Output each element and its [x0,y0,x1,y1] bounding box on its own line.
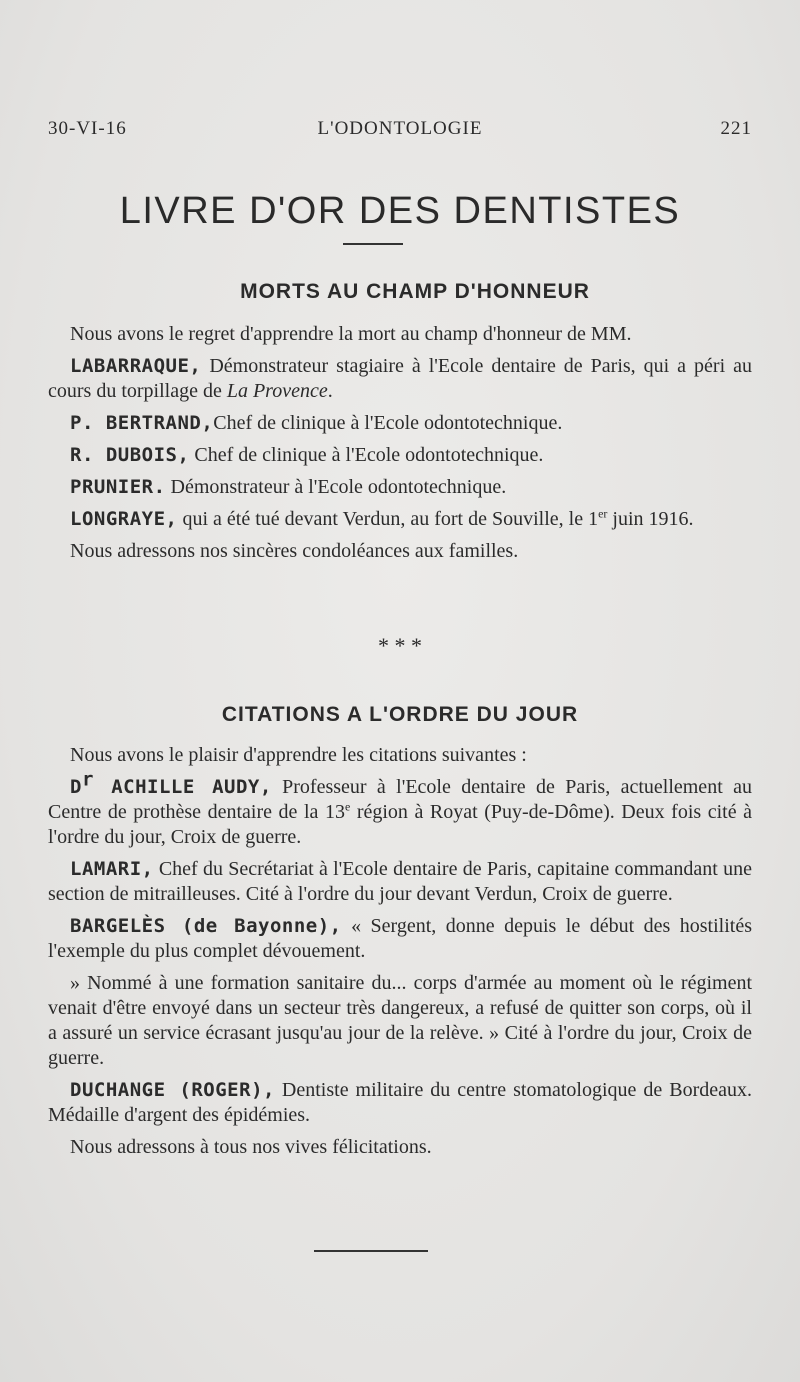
running-head [48,118,752,144]
entry-name: BARGELÈS (de Bayonne), [70,915,342,937]
section1-entry [48,475,752,500]
section1-heading: MORTS AU CHAMP D'HONNEUR [240,280,590,303]
section2-entry [48,1078,752,1128]
section2-closing: Nous adressons à tous nos vives félicitations. [70,1136,432,1158]
section1-intro: Nous avons le regret d'apprendre la mort au champ d'honneur de MM. [70,323,632,345]
main-title: LIVRE D'OR DES DENTISTES [119,190,681,232]
entry-name: LABARRAQUE, [70,355,202,377]
section1-entry [48,443,752,468]
entry-name: P. BERTRAND, [70,412,214,434]
entry-text: Chef de clinique à l'Ecole odontotechnique. [213,412,563,434]
section1-entry [48,507,752,532]
entry-name: LONGRAYE, [70,508,178,530]
entry-text: Dentiste militaire du centre stomatologique de Bordeaux. Médaille d'argent des épidémies. [48,1079,753,1126]
entry-sup: e [344,799,351,814]
entry-text: qui a été tué devant Verdun, au fort de Souville, le [177,508,589,530]
entry-text: » Nommé à une formation sanitaire du... corps d'armée au moment où le régiment venait d'être envoyé dans un secteur très dangereux, a refusé de quitter son corps, où il a assuré un service écrasant jusqu'au jour de la relève. » Cité à l'ordre du jour, Croix de guerre. [48,972,752,1069]
entry-tail: juin 1916. [607,508,694,530]
entry-text: Démonstrateur à l'Ecole odontotechnique. [165,476,507,498]
title-rule [343,243,403,245]
header-date: 30-VI-16 [48,118,127,139]
entry-name: LAMARI, [70,858,154,880]
section2-intro: Nous avons le plaisir d'apprendre les citations suivantes : [70,744,527,766]
asterism-separator [0,633,800,658]
section2-entry [48,914,752,964]
section2-heading: CITATIONS A L'ORDRE DU JOUR [221,703,579,726]
header-journal: L'ODONTOLOGIE [317,118,483,139]
header-page-number: 221 [720,118,752,139]
entry-prefix-sup: r [81,768,94,791]
end-rule [314,1250,428,1252]
entry-name: R. DUBOIS, [70,444,190,466]
entry-text: Chef du Secrétariat à l'Ecole dentaire de Paris, capitaine commandant une section de mitrailleuses. Cité à l'ordre du jour devant Verdun, Croix de guerre. [48,858,752,905]
entry-prefix: D [70,776,82,798]
section1-entry [48,354,752,404]
entry-text: Démonstrateur stagiaire à l'Ecole dentaire de Paris, qui a péri au cours du torpillage de [48,355,752,402]
entry-text: Professeur à l'Ecole dentaire de Paris, actuellement au Centre de prothèse dentaire de la 13 [48,776,752,823]
section2-entry [48,857,752,907]
entry-text: Chef de clinique à l'Ecole odontotechnique. [189,444,544,466]
entry-sup: er [598,506,608,521]
entry-tail: région à Royat (Puy-de-Dôme). Deux fois cité à l'ordre du jour, Croix de guerre. [48,801,753,848]
entry-sup-pre: 1 [588,508,599,530]
section1-closing: Nous adressons nos sincères condoléances aux familles. [70,540,519,562]
section1-entry [48,411,752,436]
entry-name: ACHILLE AUDY, [93,776,272,798]
section2-entry [48,971,752,1071]
entry-name: DUCHANGE (ROGER), [70,1079,275,1101]
section2-entry [48,768,753,850]
asterism-glyph: * * * [378,633,422,658]
entry-italic: La Provence [226,380,328,402]
section1-body [48,322,752,571]
section2-body [48,743,752,1167]
entry-text: « Sergent, donne depuis le début des hostilités l'exemple du plus complet dévouement. [48,915,752,962]
entry-name: PRUNIER. [70,476,166,498]
entry-tail: . [327,380,333,402]
